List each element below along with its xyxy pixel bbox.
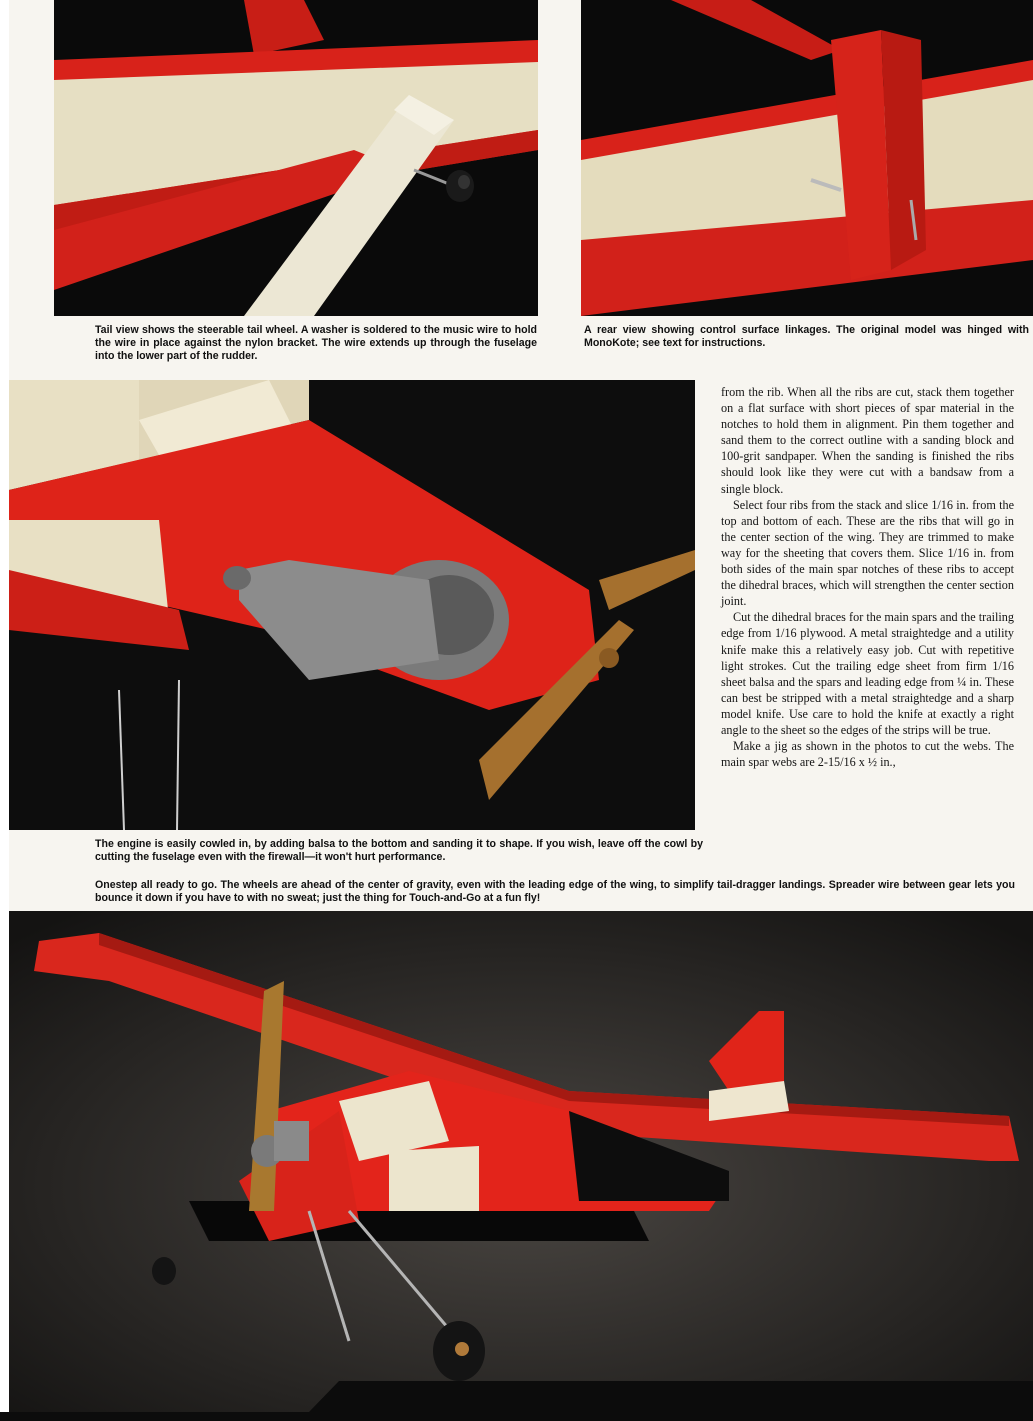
article-body <box>721 384 1014 770</box>
tail-view-photo <box>54 0 538 316</box>
page-margin <box>0 0 9 1421</box>
article-paragraph: Make a jig as shown in the photos to cut the webs. The main spar webs are 2-15/16 x ½ in., <box>721 739 1014 770</box>
article-paragraph: Select four ribs from the stack and slice 1/16 in. from the top and bottom of each. These are the ribs that will go in the center section of the wing. They are trimmed to make way for the sheeting that covers them. Slice 1/16 in. from both sides of the main spar notches of these ribs to accept the dihedral braces, which will strengthen the center section joint. <box>721 497 1014 609</box>
tail-view-caption: Tail view shows the steerable tail wheel. A washer is soldered to the music wire to hold the wire in place against the nylon bracket. The wire extends up through the fuselage into the lower part of the rudder. <box>95 324 537 362</box>
onestep-caption: Onestep all ready to go. The wheels are ahead of the center of gravity, even with the leading edge of the wing, to simplify tail-dragger landings. Spreader wire between gear lets you bounce it down if you have to with no sweat; just the thing for Touch-and-Go at a fun fly! <box>95 879 1015 904</box>
article-paragraph: Cut the dihedral braces for the main spars and the trailing edge from 1/16 plywood. A metal straightedge and a utility knife make this a relatively easy job. Cut with repetitive light strokes. Cut the trailing edge sheet from firm 1/16 sheet balsa and the spars and leading edge from ¼ in. These can best be stripped with a metal straightedge and a sharp model knife. Use care to hold the knife at exactly a right angle to the sheet so the edges of the strips will be true. <box>721 610 1014 737</box>
rear-view-caption: A rear view showing control surface linkages. The original model was hinged with MonoKote; see text for instructions. <box>584 324 1029 349</box>
page-bottom-edge <box>0 1412 1033 1421</box>
article-paragraph: from the rib. When all the ribs are cut, stack them together on a flat surface with short pieces of spar material in the notches to hold them in alignment. Pin them together and sand them to the correct outline with a sanding block and 100-grit sandpaper. When the sanding is finished the ribs should look like they were cut with a bandsaw from a single block. <box>721 385 1014 496</box>
engine-caption: The engine is easily cowled in, by adding balsa to the bottom and sanding it to shape. If you wish, leave off the cowl by cutting the fuselage even with the firewall—it won't hurt performance. <box>95 838 703 863</box>
engine-photo <box>9 380 695 830</box>
onestep-airplane-photo <box>9 911 1033 1412</box>
rear-view-photo <box>581 0 1033 316</box>
